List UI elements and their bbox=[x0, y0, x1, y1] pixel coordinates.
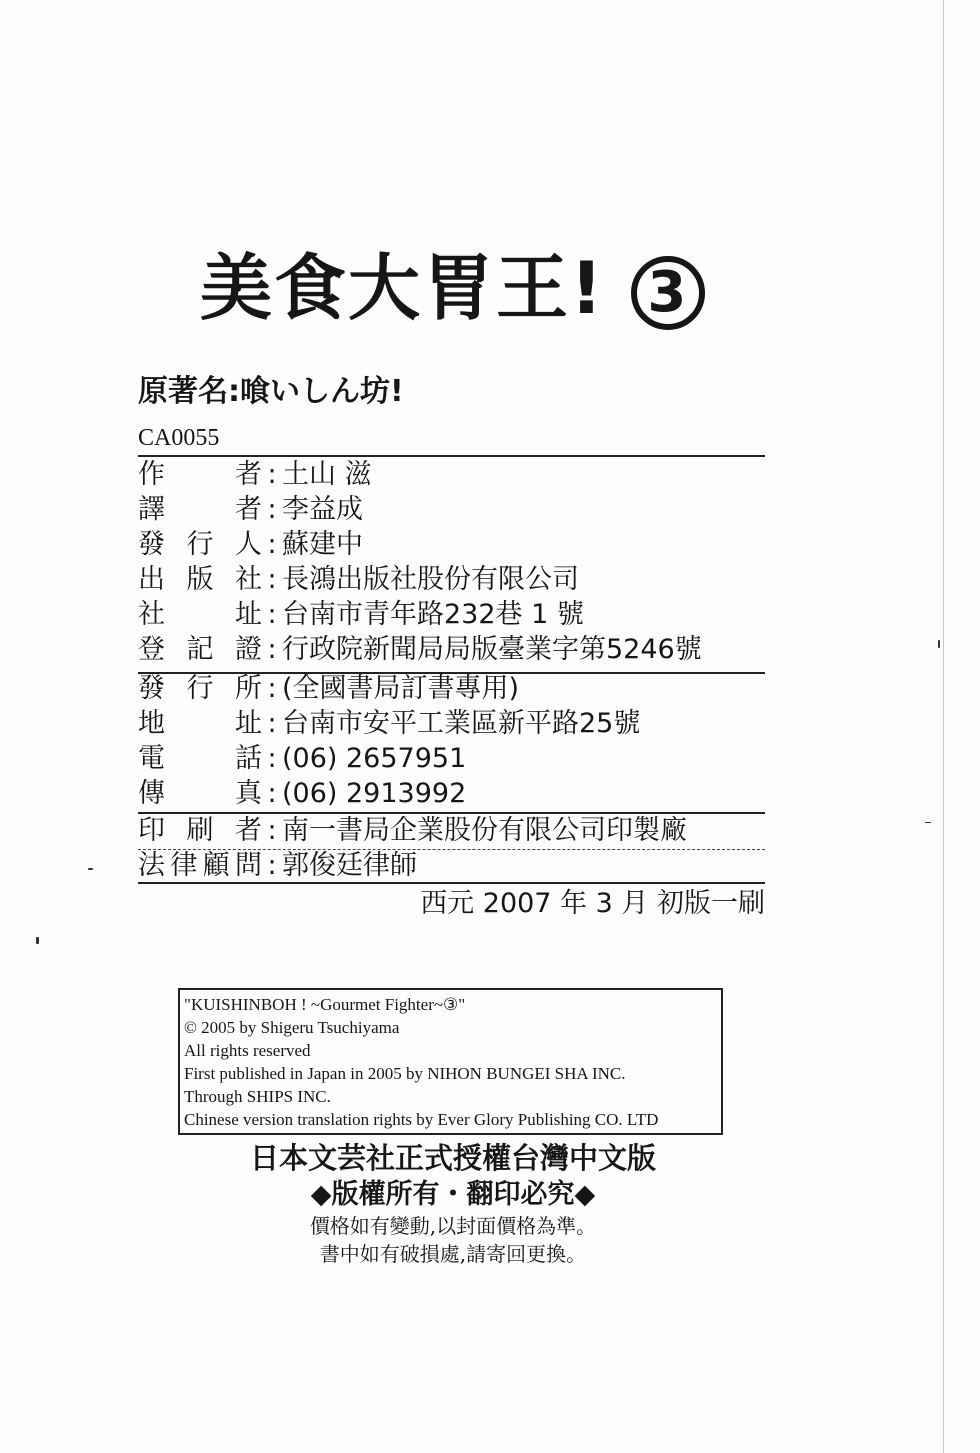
credit-label: 作者 bbox=[138, 459, 262, 490]
credit-row-publisher-person: 發行人 : 蘇建中 bbox=[138, 529, 363, 560]
scan-edge bbox=[943, 0, 944, 1453]
credit-label: 發行人 bbox=[138, 529, 262, 560]
scan-speck bbox=[36, 937, 39, 944]
credit-label: 法律顧問 bbox=[138, 850, 262, 881]
edition-date: 西元 2007 年 3 月 初版一刷 bbox=[420, 888, 765, 919]
credit-value: 郭俊廷律師 bbox=[282, 850, 417, 881]
original-title-label: 原著名 bbox=[138, 374, 228, 409]
copyright-line: Chinese version translation rights by Ever Glory Publishing CO. LTD bbox=[184, 1110, 659, 1129]
credit-value: 行政院新聞局局版臺業字第5246號 bbox=[282, 634, 702, 665]
copyright-line: First published in Japan in 2005 by NIHON BUNGEI SHA INC. bbox=[184, 1064, 626, 1083]
original-title-colon: : bbox=[228, 374, 240, 409]
credit-value: (06) 2657951 bbox=[282, 743, 467, 774]
credit-value: 土山 滋 bbox=[282, 459, 372, 490]
scan-speck bbox=[88, 868, 93, 870]
credit-label: 傳真 bbox=[138, 778, 262, 809]
copyright-line: Through SHIPS INC. bbox=[184, 1087, 331, 1106]
credit-value: 李益成 bbox=[282, 494, 363, 525]
credit-label: 發行所 bbox=[138, 673, 262, 704]
credit-value: 台南市安平工業區新平路25號 bbox=[282, 708, 641, 739]
book-title bbox=[200, 248, 705, 330]
credit-row-publisher: 出版社 : 長鴻出版社股份有限公司 bbox=[138, 564, 579, 595]
credit-row-legal-advisor: 法律顧問 : 郭俊廷律師 bbox=[138, 850, 417, 881]
divider bbox=[138, 455, 765, 457]
credit-row-publisher-address: 社址 : 台南市青年路232巷 1 號 bbox=[138, 599, 584, 630]
book-title-text: 美食大胃王! bbox=[200, 246, 605, 330]
credit-label: 社址 bbox=[138, 599, 262, 630]
license-statement: 日本文芸社正式授權台灣中文版 bbox=[249, 1141, 656, 1175]
credit-value: 台南市青年路232巷 1 號 bbox=[282, 599, 584, 630]
credit-row-distributor: 發行所 : (全國書局訂書專用) bbox=[138, 673, 520, 704]
original-title bbox=[138, 372, 404, 412]
credit-value: 南一書局企業股份有限公司印製廠 bbox=[282, 815, 687, 846]
credit-value: (全國書局訂書專用) bbox=[282, 673, 520, 704]
credit-row-registration: 登記證 : 行政院新聞局局版臺業字第5246號 bbox=[138, 634, 702, 665]
price-notice: 價格如有變動,以封面價格為準。 bbox=[309, 1214, 597, 1238]
catalog-code: CA0055 bbox=[138, 425, 220, 451]
original-title-value: 喰いしん坊! bbox=[240, 374, 404, 409]
credit-value: 蘇建中 bbox=[282, 529, 363, 560]
damage-notice: 書中如有破損處,請寄回更換。 bbox=[319, 1242, 587, 1266]
credit-row-printer: 印刷者 : 南一書局企業股份有限公司印製廠 bbox=[138, 815, 687, 846]
scan-speck bbox=[925, 822, 931, 823]
copyright-line: © 2005 by Shigeru Tsuchiyama bbox=[184, 1018, 400, 1037]
scan-speck bbox=[938, 640, 940, 648]
credit-label: 譯者 bbox=[138, 494, 262, 525]
copyright-line: All rights reserved bbox=[184, 1041, 311, 1060]
credit-row-phone: 電話 : (06) 2657951 bbox=[138, 743, 467, 774]
credit-row-author: 作者 : 土山 滋 bbox=[138, 459, 372, 490]
credit-label: 印刷者 bbox=[138, 815, 262, 846]
credit-label: 出版社 bbox=[138, 564, 262, 595]
credit-label: 登記證 bbox=[138, 634, 262, 665]
credit-row-translator: 譯者 : 李益成 bbox=[138, 494, 363, 525]
credit-value: 長鴻出版社股份有限公司 bbox=[282, 564, 579, 595]
copyright-box bbox=[178, 988, 723, 1135]
credit-label: 地址 bbox=[138, 708, 262, 739]
volume-number-circle: 3 bbox=[631, 256, 705, 330]
credit-row-fax: 傳真 : (06) 2913992 bbox=[138, 778, 467, 809]
rights-statement: ◆版權所有・翻印必究◆ bbox=[310, 1179, 596, 1210]
credit-value: (06) 2913992 bbox=[282, 778, 467, 809]
credit-row-address: 地址 : 台南市安平工業區新平路25號 bbox=[138, 708, 641, 739]
copyright-line: "KUISHINBOH ! ~Gourmet Fighter~③" bbox=[184, 995, 466, 1014]
credit-label: 電話 bbox=[138, 743, 262, 774]
